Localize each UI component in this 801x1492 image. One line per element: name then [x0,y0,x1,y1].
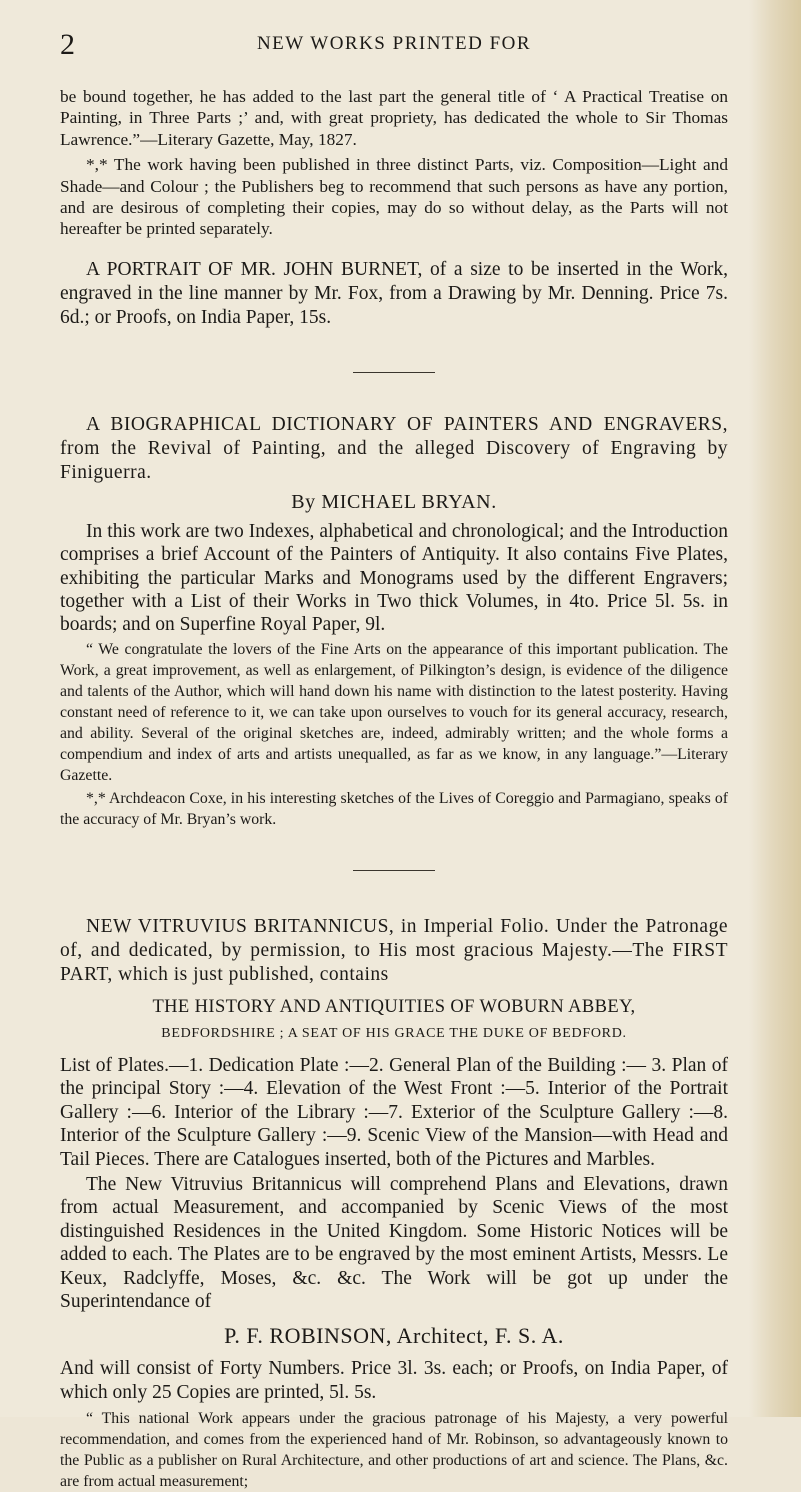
page-edge-shadow [749,0,801,1417]
running-title: NEW WORKS PRINTED FOR [256,33,532,54]
dictionary-author: By MICHAEL BRYAN. [291,490,497,513]
dictionary-description: In this work are two Indexes, alphabetical and chronological; and the Introduction comprises a brief Account of the Painters of Antiquity. It also contains Five Plates, exhibiting the particular Marks and Monograms used by the different Engravers; together with a List of their Works in Two thick Volumes, in 4to. Price 5l. 5s. in boards; and on Superfine Royal Paper, 9l. [60,520,728,636]
dictionary-review-quote: “ We congratulate the lovers of the Fine Arts on the appearance of this important publication. The Work, a great improvement, as well as enlargement, of Pilkington’s design, is evidence of the diligence and talents of the Author, which will hand down his name with distinction to the latest posterity. Having constant need of reference to it, we can take upon ourselves to vouch for its general accuracy, research, and ability. Several of the original sketches are, indeed, admirably written; and the whole forms a compendium and index of arts and artists unequalled, as far as we know, in any language.”—Literary Gazette. [60,640,728,784]
continued-paragraph: be bound together, he has added to the last part the general title of ‘ A Practical Treatise on Painting, in Three Parts ;’ and, with great propriety, has dedicated the whole to Sir Thomas Lawrence.”—Literary Gazette, May, 1827. [60,87,728,149]
section-divider [353,870,435,871]
dictionary-title: A BIOGRAPHICAL DICTIONARY OF PAINTERS AND ENGRAVERS, from the Revival of Painting, and the alleged Discovery of Engraving by Finiguerra. [60,413,728,483]
page-number: 2 [60,28,75,61]
vitruvius-price: And will consist of Forty Numbers. Price 3l. 3s. each; or Proofs, on India Paper, of which only 25 Copies are printed, 5l. 5s. [60,1358,728,1403]
section-divider [353,372,435,373]
vitruvius-architect: P. F. ROBINSON, Architect, F. S. A. [224,1323,564,1349]
page-header [60,0,728,70]
vitruvius-plate-list: List of Plates.—1. Dedication Plate :—2. General Plan of the Building :— 3. Plan of the principal Story :—4. Elevation of the West Front :—5. Interior of the Portrait Gallery :—6. Interior of the Library :—7. Exterior of the Sculpture Gallery :—8. Interior of the Sculpture Gallery :—9. Scenic View of the Mansion—with Head and Tail Pieces. There are Catalogues inserted, both of the Pictures and Marbles. [60,1054,728,1170]
vitruvius-seat: BEDFORDSHIRE ; A SEAT OF HIS GRACE THE DUKE OF BEDFORD. [161,1025,627,1041]
vitruvius-subtitle: THE HISTORY AND ANTIQUITIES OF WOBURN ABBEY, [152,996,636,1017]
vitruvius-review-quote: “ This national Work appears under the gracious patronage of his Majesty, a very powerful recommendation, and comes from the experienced hand of Mr. Robinson, so advantageously known to the Public as a publisher on Rural Architecture, and other productions of art and science. The Plans, &c. are from actual measurement; [60,1410,728,1491]
page-content [60,0,728,1492]
parts-note: *,* The work having been published in three distinct Parts, viz. Composition—Light and Shade—and Colour ; the Publishers beg to recommend that such persons as have any portion, and are desirous of completing their copies, may do so without delay, as the Parts will not hereafter be printed separately. [60,155,728,239]
dictionary-note: *,* Archdeacon Coxe, in his interesting sketches of the Lives of Coreggio and Parmagiano, speaks of the accuracy of Mr. Bryan’s work. [60,789,728,828]
vitruvius-description: The New Vitruvius Britannicus will comprehend Plans and Elevations, drawn from actual Measurement, and accompanied by Scenic Views of the most distinguished Residences in the United Kingdom. Some Historic Notices will be added to each. The Plates are to be engraved by the most eminent Artists, Messrs. Le Keux, Radclyffe, Moses, &c. &c. The Work will be got up under the Superintendance of [60,1173,728,1312]
portrait-advertisement: A PORTRAIT OF MR. JOHN BURNET, of a size to be inserted in the Work, engraved in the line manner by Mr. Fox, from a Drawing by Mr. Denning. Price 7s. 6d.; or Proofs, on India Paper, 15s. [60,258,728,328]
vitruvius-intro: NEW VITRUVIUS BRITANNICUS, in Imperial Folio. Under the Patronage of, and dedicated, by permission, to His most gracious Majesty.—The FIRST PART, which is just published, contains [60,915,728,985]
